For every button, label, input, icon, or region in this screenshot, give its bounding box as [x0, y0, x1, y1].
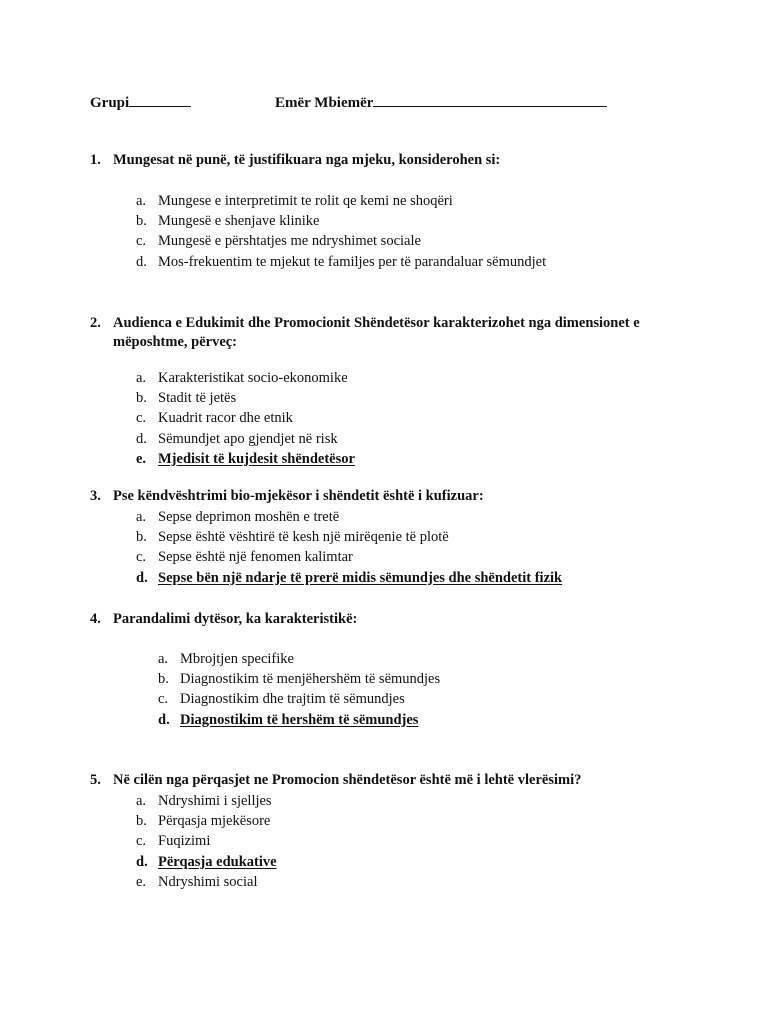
option: [136, 791, 277, 811]
option-letter: d.: [136, 853, 148, 870]
question-text: Mungesat në punë, të justifikuara nga mjeku, konsiderohen si:: [113, 152, 501, 168]
option: [136, 252, 546, 272]
option: [136, 231, 546, 251]
option-correct: [136, 449, 355, 469]
option-text: Karakteristikat socio-ekonomike: [158, 370, 348, 386]
option-text: Mungese e interpretimit te rolit qe kemi ne shoqëri: [158, 193, 453, 209]
option-letter: a.: [136, 509, 147, 525]
option-correct: [136, 852, 277, 872]
option-text: Mungesë e përshtatjes me ndryshimet sociale: [158, 233, 421, 250]
option-letter: d.: [136, 569, 148, 586]
option: [158, 689, 440, 709]
option-text: Përqasja edukative: [158, 853, 277, 870]
option-letter: e.: [136, 450, 147, 467]
option-letter: c.: [136, 549, 147, 566]
option: [136, 408, 355, 428]
option: [136, 429, 355, 449]
option-text: Diagnostikim të menjëhershëm të sëmundjes: [180, 671, 441, 688]
option-text: Fuqizimi: [158, 833, 211, 850]
name-blank-line: [373, 94, 607, 107]
option: [136, 527, 562, 547]
option-letter: d.: [136, 253, 147, 270]
option-correct: [158, 710, 440, 730]
option-text: Sëmundjet apo gjendjet në risk: [158, 430, 338, 447]
name-field: [275, 94, 607, 112]
option: [136, 507, 562, 527]
option-text: Mos-frekuentim te mjekut te familjes per të parandaluar sëmundjet: [158, 253, 547, 270]
group-blank-line: [129, 94, 191, 107]
option-text: Sepse bën një ndarje të prerë midis sëmundjes dhe shëndetit fizik: [158, 569, 563, 586]
option: [158, 649, 440, 669]
question-text: Pse këndvështrimi bio-mjekësor i shëndetit është i kufizuar:: [113, 488, 484, 504]
option-text: Mungesë e shenjave klinike: [158, 213, 320, 230]
question-2: [90, 314, 680, 352]
option: [136, 388, 355, 408]
option-letter: d.: [136, 430, 147, 447]
option-letter: e.: [136, 873, 147, 890]
question-number: 5.: [90, 772, 101, 788]
option: [136, 368, 355, 388]
option-letter: d.: [158, 711, 170, 728]
question-5-options: [136, 791, 277, 892]
option-letter: c.: [158, 691, 169, 708]
option-correct: [136, 568, 562, 588]
question-2-options: [136, 368, 355, 469]
option-text: Diagnostikim të hershëm të sëmundjes: [180, 711, 419, 728]
option-text: Diagnostikim dhe trajtim të sëmundjes: [180, 691, 405, 708]
option-text: Stadit të jetës: [158, 390, 237, 407]
option-letter: a.: [136, 193, 147, 209]
question-3-options: [136, 507, 562, 588]
option: [136, 547, 562, 567]
option: [158, 669, 440, 689]
option-text: Ndryshimi social: [158, 873, 258, 890]
question-5: [90, 771, 700, 790]
option-text: Kuadrit racor dhe etnik: [158, 410, 293, 427]
option-text: Sepse është vështirë të kesh një mirëqenie të plotë: [158, 529, 449, 546]
question-number: 2.: [90, 315, 101, 331]
question-4: [90, 610, 690, 629]
option-letter: b.: [136, 813, 147, 830]
question-1: [90, 151, 690, 170]
question-text: Në cilën nga përqasjet ne Promocion shëndetësor është më i lehtë vlerësimi?: [113, 772, 582, 788]
group-field: [90, 94, 191, 112]
option-text: Sepse është një fenomen kalimtar: [158, 549, 353, 566]
group-label: Grupi: [90, 95, 130, 111]
question-1-options: [136, 191, 546, 272]
option: [136, 872, 277, 892]
option: [136, 831, 277, 851]
option-text: Ndryshimi i sjelljes: [158, 793, 272, 809]
option-letter: c.: [136, 233, 147, 250]
option-letter: b.: [136, 529, 147, 546]
question-4-options: [158, 649, 440, 730]
option-letter: b.: [136, 390, 147, 407]
option-letter: a.: [136, 370, 147, 386]
question-3: [90, 487, 690, 506]
question-number: 1.: [90, 152, 101, 168]
option-text: Mbrojtjen specifike: [180, 651, 294, 667]
question-number: 3.: [90, 488, 101, 504]
option-letter: c.: [136, 833, 147, 850]
option-letter: a.: [136, 793, 147, 809]
option: [136, 191, 546, 211]
option-letter: b.: [158, 671, 169, 688]
option: [136, 211, 546, 231]
name-label: Emër Mbiemër: [275, 95, 374, 111]
option-text: Përqasja mjekësore: [158, 813, 271, 830]
option-text: Mjedisit të kujdesit shëndetësor: [158, 450, 355, 467]
option-letter: c.: [136, 410, 147, 427]
question-number: 4.: [90, 611, 101, 627]
option: [136, 811, 277, 831]
option-letter: a.: [158, 651, 169, 667]
option-letter: b.: [136, 213, 147, 230]
option-text: Sepse deprimon moshën e tretë: [158, 509, 340, 525]
question-text: Parandalimi dytësor, ka karakteristikë:: [113, 611, 358, 627]
question-text: Audienca e Edukimit dhe Promocionit Shëndetësor karakterizohet nga dimensionet e mëposhtme, përveç:: [113, 315, 640, 350]
